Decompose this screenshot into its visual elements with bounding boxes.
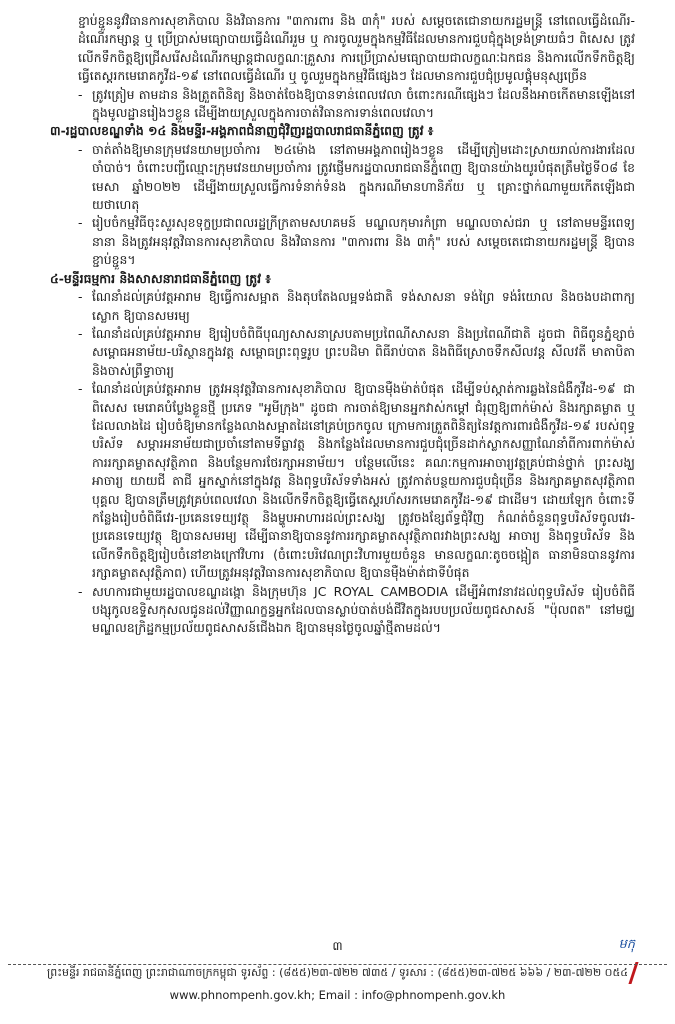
footer-address: ព្រះមន្ទីរ រាជធានីភ្នំពេញ ព្រះរាជាណាចក្រកម្ពុជា ទូរស័ព្ទ : (៨៥៥)២៣-៧២២ ៧៣៥ / ទូរសារ : (៨៥៥)២៣-៧២៥ ៦៦៦ / ២៣-៧២២ ០៥៤ — [46, 966, 629, 979]
section-3-heading: ៣-រដ្ឋបាលខណ្ឌទាំង ១៤ និងមន្ទីរ-អង្គភាពជំនាញជុំវិញរដ្ឋបាលរាជធានីភ្នំពេញ ត្រូវ ៖ — [50, 123, 434, 139]
section-4-bullet: - សហការជាមួយរដ្ឋបាលខណ្ឌដង្កោ និងក្រុមហ៊ុន JC ROYAL CAMBODIA ដើម្បីអំពាវនាវដល់ពុទ្ធបរិស័ទ រៀបចំពិធីបង្សុកូលឧទ្ទិសកុសលជូនដល់វិញ្ញាណក្ខន្ធអ្នកដែលបានស្លាប់បាត់បង់ជីវិតក្នុងរបបប្រល័យពូជសាសន៍ "ប៉ុលពត" នៅមជ្ឈមណ្ឌលឧក្រិដ្ឋកម្មប្រល័យពូជសាសន៍ជើងឯក ឱ្យបានមុនថ្ងៃចូលឆ្នាំថ្មីតាមដល់។ — [78, 583, 635, 638]
section-4-bullet: - ណែនាំដល់គ្រប់វត្តអារាម ឱ្យធ្វើការសម្អាត និងតុបតែងលម្អទង់ជាតិ ទង់សាសនា ទង់ព្រៃ ទង់រំយោល និងចងបដាពាក្យស្លោក ឱ្យបានសមរម្យ — [78, 288, 635, 325]
section-4-bullet: - ណែនាំដល់គ្រប់វត្តអារាម ឱ្យរៀបចំពិធីបុណ្យសាសនាស្របតាមប្រពៃណីសាសនា និងប្រពៃណីជាតិ ដូចជា ពិធីពូនភ្នំខ្សាច់ សម្ពោធអនាម័យ-បរិស្ថានក្នុងវត្ត សម្ពោធព្រះពុទ្ធរូប ព្រះបដិមា ពិធីរាប់បាត និងពិធីស្រោចទឹកសីលវន្ត សីលវតី មាតាបិតា និងចាស់ព្រឹទ្ធាចារ្យ — [78, 325, 635, 380]
section-4-bullet: - ណែនាំដល់គ្រប់វត្តអារាម ត្រូវអនុវត្តវិធានការសុខាភិបាល ឱ្យបានម៉ឺងម៉ាត់បំផុត ដើម្បីទប់ស្កាត់ការឆ្លងនៃជំងឺកូវីដ-១៩ ជាពិសេស មេរោគបំប្លែងខ្លួនថ្មី ប្រភេទ "អូមីក្រុង" ដូចជា ការចាត់ឱ្យមានអ្នកវាស់កម្ដៅ ជំរុញឱ្យពាក់ម៉ាស់ និងរក្សាគម្លាត ឬ ដែលលាងដៃ រៀបចំឱ្យមានកន្លែងលាងសម្អាតដៃនៅគ្រប់ច្រកចូល ក្រោមការត្រួតពិនិត្យនៃវត្តការពារជំងឺកូវីដ-១៩ របស់ពុទ្ធបរិស័ទ សម្ភារអនាម័យជាប្រចាំនៅតាមទីធ្លាវត្ត និងកន្លែងដែលមានការជួបជុំច្រើនដាក់ស្លាកសញ្ញាណែនាំពីការពាក់ម៉ាស់ ការរក្សាគម្លាតសុវត្ថិភាព និងបន្ថែមការថែរក្សាអនាម័យ។ បន្ថែមលើនេះ គណៈកម្មការអាចារ្យវត្តគ្រប់ជាន់ថ្នាក់ ព្រះសង្ឃ អាចារ្យ យាយជី តាជី អ្នកស្នាក់នៅក្នុងវត្ត និងពុទ្ធបរិស័ទទាំងអស់ ត្រូវកាត់បន្ថយការជួបជុំច្រើន និងរក្សាគម្លាតសុវត្ថិភាពបុគ្គល ឱ្យបានត្រឹមត្រូវគ្រប់ពេលវេលា និងលើកទឹកចិត្តឱ្យធ្វើតេស្តរហ័សរកមេរោគកូវីដ-១៩ ជាដើម។ ដោយឡែក ចំពោះទីកន្លែងរៀបចំពិធីវេរ-ប្រគេនទេយ្យវត្ថុ និងម្ហូបអាហារដល់ព្រះសង្ឃ ត្រូវចងខ្សែព័ទ្ធជុំវិញ កំណត់ចំនួនពុទ្ធបរិស័ទចូលវេរ-ប្រគេនទេយ្យវត្ថុ ឱ្យបានសមរម្យ ដើម្បីធានាឱ្យបាននូវការរក្សាគម្លាតសុវត្ថិភាពរវាងព្រះសង្ឃ អាចារ្យ និងពុទ្ធបរិស័ទ និងលើកទឹកចិត្តឱ្យរៀបចំនៅខាងក្រៅវិហារ (ចំពោះបរិវេណព្រះវិហារមួយចំនួន មានលក្ខណៈតូចចង្អៀត ធានាមិនបាននូវការរក្សាគម្លាតសុវត្ថិភាព) ហើយត្រូវអនុវត្តវិធានការសុខាភិបាល ឱ្យបានម៉ឺងម៉ាត់ជាទីបំផុត — [78, 380, 635, 582]
intro-paragraph: ខ្ជាប់ខ្ជួននូវវិធានការសុខាភិបាល និងវិធានការ "៣ការពារ និង ៣កុំ" របស់ សម្ដេចតេជោនាយករដ្ឋមន្ត្រី នៅពេលធ្វើដំណើរ-ដំណើរកម្សាន្ត ឬ ប្រើប្រាស់មធ្យោបាយធ្វើដំណើររួម ឬ ការចូលរួមក្នុងកម្មវិធីដែលមានការជួបជុំក្នុងទ្រង់ទ្រាយធំៗ ពិសេស ត្រូវលើកទឹកចិត្តឱ្យជ្រើសរើសដំណើរកម្សាន្តជាលក្ខណៈគ្រួសារ ការប្រើប្រាស់មធ្យោបាយជាលក្ខណៈឯកជន និងការលើកទឹកចិត្តឱ្យធ្វើតេស្តរកមេរោគកូវីដ-១៩ នៅពេលធ្វើដំណើរ ឬ ចូលរួមក្នុងកម្មវិធីផ្សេងៗ ដែលមានការជួបជុំប្រមូលផ្ដុំមនុស្សច្រើន — [78, 13, 635, 84]
section-4-heading: ៤-មន្ទីរធម្មការ និងសាសនារាជធានីភ្នំពេញ ត្រូវ ៖ — [50, 270, 271, 286]
intro-bullet-list — [50, 86, 635, 123]
document-body — [50, 12, 635, 638]
section-3-bullet: - ចាត់តាំងឱ្យមានក្រុមវេនយាមប្រចាំការ ២៤ម៉ោង នៅតាមអង្គភាពរៀងៗខ្លួន ដើម្បីត្រៀមដោះស្រាយរាល់ការងារដែលចាំបាច់។ ចំពោះបញ្ជីឈ្មោះក្រុមវេនយាមប្រចាំការ ត្រូវផ្ញើមករដ្ឋបាលរាជធានីភ្នំពេញ ឱ្យបានយ៉ាងយូរបំផុតត្រឹមថ្ងៃទី០៨ ខែមេសា ឆ្នាំ២០២២ ដើម្បីងាយស្រួលធ្វើការទំនាក់ទំនង ក្នុងករណីមានហានិភ័យ ឬ គ្រោះថ្នាក់ណាមួយកើតឡើងជាយថាហេតុ — [78, 141, 635, 215]
section-4-list — [50, 288, 635, 638]
intro-bullet: - ត្រូវត្រៀម តាមដាន និងត្រួតពិនិត្យ និងចាត់ចែងឱ្យបានទាន់ពេលវេលា ចំពោះករណីផ្សេងៗ ដែលនឹងអាចកើតមានឡើងនៅក្នុងមូលដ្ឋានរៀងៗខ្លួន ដើម្បីងាយស្រួលក្នុងការចាត់វិធានការទាន់ពេលវេលា។ — [78, 86, 635, 123]
footer-divider — [8, 964, 667, 965]
section-3-list — [50, 141, 635, 270]
footer-web-email: www.phnompenh.gov.kh; Email : info@phnompenh.gov.kh — [169, 988, 506, 1002]
section-3-bullet: - រៀបចំកម្មវិធីចុះសួរសុខទុក្ខប្រជាពលរដ្ឋក្រីក្រតាមសហគមន៍ មណ្ឌលកុមារកំព្រា មណ្ឌលចាស់ជរា ឬ នៅតាមមន្ទីរពេទ្យនានា និងត្រូវអនុវត្តវិធានការសុខាភិបាល និងវិធានការ "៣ការពារ និង ៣កុំ" របស់ សម្ដេចតេជោនាយករដ្ឋមន្ត្រី ឱ្យបានខ្ជាប់ខ្ជួន។ — [78, 214, 635, 269]
initials-mark: មកុ — [618, 937, 635, 952]
page-number: ៣ — [332, 939, 343, 953]
